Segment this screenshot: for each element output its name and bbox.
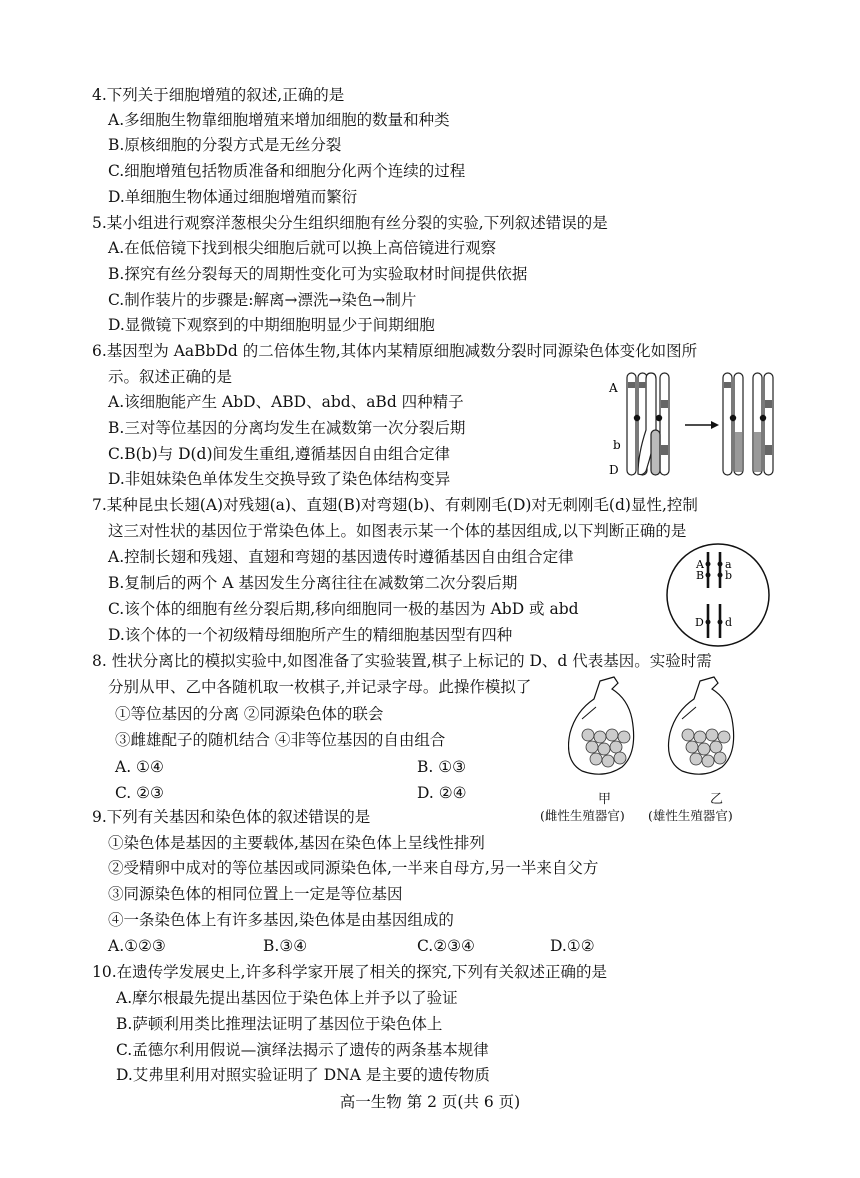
q10-option-c: C.孟德尔利用假说—演绎法揭示了遗传的两条基本规律 <box>116 1041 489 1059</box>
q8-label-yi: 乙 <box>710 792 724 807</box>
q6-option-d: D.非姐妹染色单体发生交换导致了染色体结构变异 <box>108 470 451 488</box>
q7-stem-cont: 这三对性状的基因位于常染色体上。如图表示某一个体的基因组成,以下判断正确的是 <box>108 522 687 540</box>
q7-stem: 7.某种昆虫长翅(A)对残翅(a)、直翅(B)对弯翅(b)、有刺刚毛(D)对无刺刚毛(d)显性,控制 <box>92 496 698 514</box>
q5-option-c: C.制作装片的步骤是:解离→漂洗→染色→制片 <box>108 291 417 309</box>
q5-stem: 5.某小组进行观察洋葱根尖分生组织细胞有丝分裂的实验,下列叙述错误的是 <box>92 214 608 232</box>
q6-label-D: D <box>609 463 619 477</box>
q7-option-c: C.该个体的细胞有丝分裂后期,移向细胞同一极的基因为 AbD 或 abd <box>108 600 579 618</box>
q4-option-a: A.多细胞生物靠细胞增殖来增加细胞的数量和种类 <box>108 111 450 129</box>
q9-item-4: ④一条染色体上有许多基因,染色体是由基因组成的 <box>108 911 454 929</box>
q7-label-b: b <box>725 569 733 582</box>
q6-stem-cont: 示。叙述正确的是 <box>108 368 233 386</box>
q4-option-d: D.单细胞生物体通过细胞增殖而繁衍 <box>108 188 358 206</box>
q8-stem-cont: 分别从甲、乙中各随机取一枚棋子,并记录字母。此操作模拟了 <box>108 678 532 696</box>
q10-stem: 10.在遗传学发展史上,许多科学家开展了相关的探究,下列有关叙述正确的是 <box>92 963 608 981</box>
chromosome-crossover-figure <box>605 370 785 482</box>
q4-stem: 4.下列关于细胞增殖的叙述,正确的是 <box>92 86 345 104</box>
q9-item-3: ③同源染色体的相同位置上一定是等位基因 <box>108 885 403 903</box>
q6-option-c: C.B(b)与 D(d)间发生重组,遵循基因自由组合定律 <box>108 445 450 463</box>
q10-option-a: A.摩尔根最先提出基因位于染色体上并予以了验证 <box>116 989 458 1007</box>
q9-option-d: D.①② <box>550 937 595 955</box>
cell-genotype-figure <box>663 540 773 650</box>
q7-label-B: B <box>696 569 705 582</box>
q7-option-b: B.复制后的两个 A 基因发生分离往往在减数第二次分裂后期 <box>108 574 518 592</box>
q5-option-d: D.显微镜下观察到的中期细胞明显少于间期细胞 <box>108 316 435 334</box>
q7-label-D: D <box>695 616 704 629</box>
q4-option-c: C.细胞增殖包括物质准备和细胞分化两个连续的过程 <box>108 162 466 180</box>
q6-stem: 6.基因型为 AaBbDd 的二倍体生物,其体内某精原细胞减数分裂时同源染色体变化如图所 <box>92 342 698 360</box>
q7-option-d: D.该个体的一个初级精母细胞所产生的精细胞基因型有四种 <box>108 626 513 644</box>
q6-option-b: B.三对等位基因的分离均发生在减数第一次分裂后期 <box>108 419 466 437</box>
q5-option-a: A.在低倍镜下找到根尖细胞后就可以换上高倍镜进行观察 <box>108 239 497 257</box>
q8-stem: 8. 性状分离比的模拟实验中,如图准备了实验装置,棋子上标记的 D、d 代表基因。实验时需 <box>92 652 712 670</box>
q9-option-c: C.②③④ <box>417 937 475 955</box>
q10-option-b: B.萨顿利用类比推理法证明了基因位于染色体上 <box>116 1015 443 1033</box>
q8-label-jia: 甲 <box>598 792 612 807</box>
q8-option-b: B. ①③ <box>417 758 467 776</box>
q7-label-d: d <box>725 616 733 629</box>
q8-item-2: ③雌雄配子的随机结合 ④非等位基因的自由组合 <box>115 731 446 749</box>
bags-figure <box>568 675 768 785</box>
q8-caption-male: (雄性生殖器官) <box>648 808 733 823</box>
q7-label-A: A <box>696 558 704 571</box>
q9-item-2: ②受精卵中成对的等位基因或同源染色体,一半来自母方,另一半来自父方 <box>108 859 599 877</box>
q5-option-b: B.探究有丝分裂每天的周期性变化可为实验取材时间提供依据 <box>108 265 528 283</box>
q7-label-a: a <box>725 558 732 571</box>
q8-option-d: D. ②④ <box>417 784 467 802</box>
q9-option-b: B.③④ <box>263 937 308 955</box>
page-footer: 高一生物 第 2 页(共 6 页) <box>339 1093 521 1111</box>
q8-caption-female: (雌性生殖器官) <box>540 808 625 823</box>
q8-item-1: ①等位基因的分离 ②同源染色体的联会 <box>115 705 384 723</box>
q6-option-a: A.该细胞能产生 AbD、ABD、abd、aBd 四种精子 <box>108 393 464 411</box>
q6-label-A: A <box>609 381 618 395</box>
q10-option-d: D.艾弗里利用对照实验证明了 DNA 是主要的遗传物质 <box>116 1066 490 1084</box>
q7-option-a: A.控制长翅和残翅、直翅和弯翅的基因遗传时遵循基因自由组合定律 <box>108 548 574 566</box>
q9-option-a: A.①②③ <box>108 937 166 955</box>
q6-label-b: b <box>613 438 621 452</box>
q9-item-1: ①染色体是基因的主要载体,基因在染色体上呈线性排列 <box>108 834 485 852</box>
q9-stem: 9.下列有关基因和染色体的叙述错误的是 <box>92 808 371 826</box>
q4-option-b: B.原核细胞的分裂方式是无丝分裂 <box>108 136 342 154</box>
q8-option-a: A. ①④ <box>115 758 164 776</box>
q8-option-c: C. ②③ <box>115 784 164 802</box>
